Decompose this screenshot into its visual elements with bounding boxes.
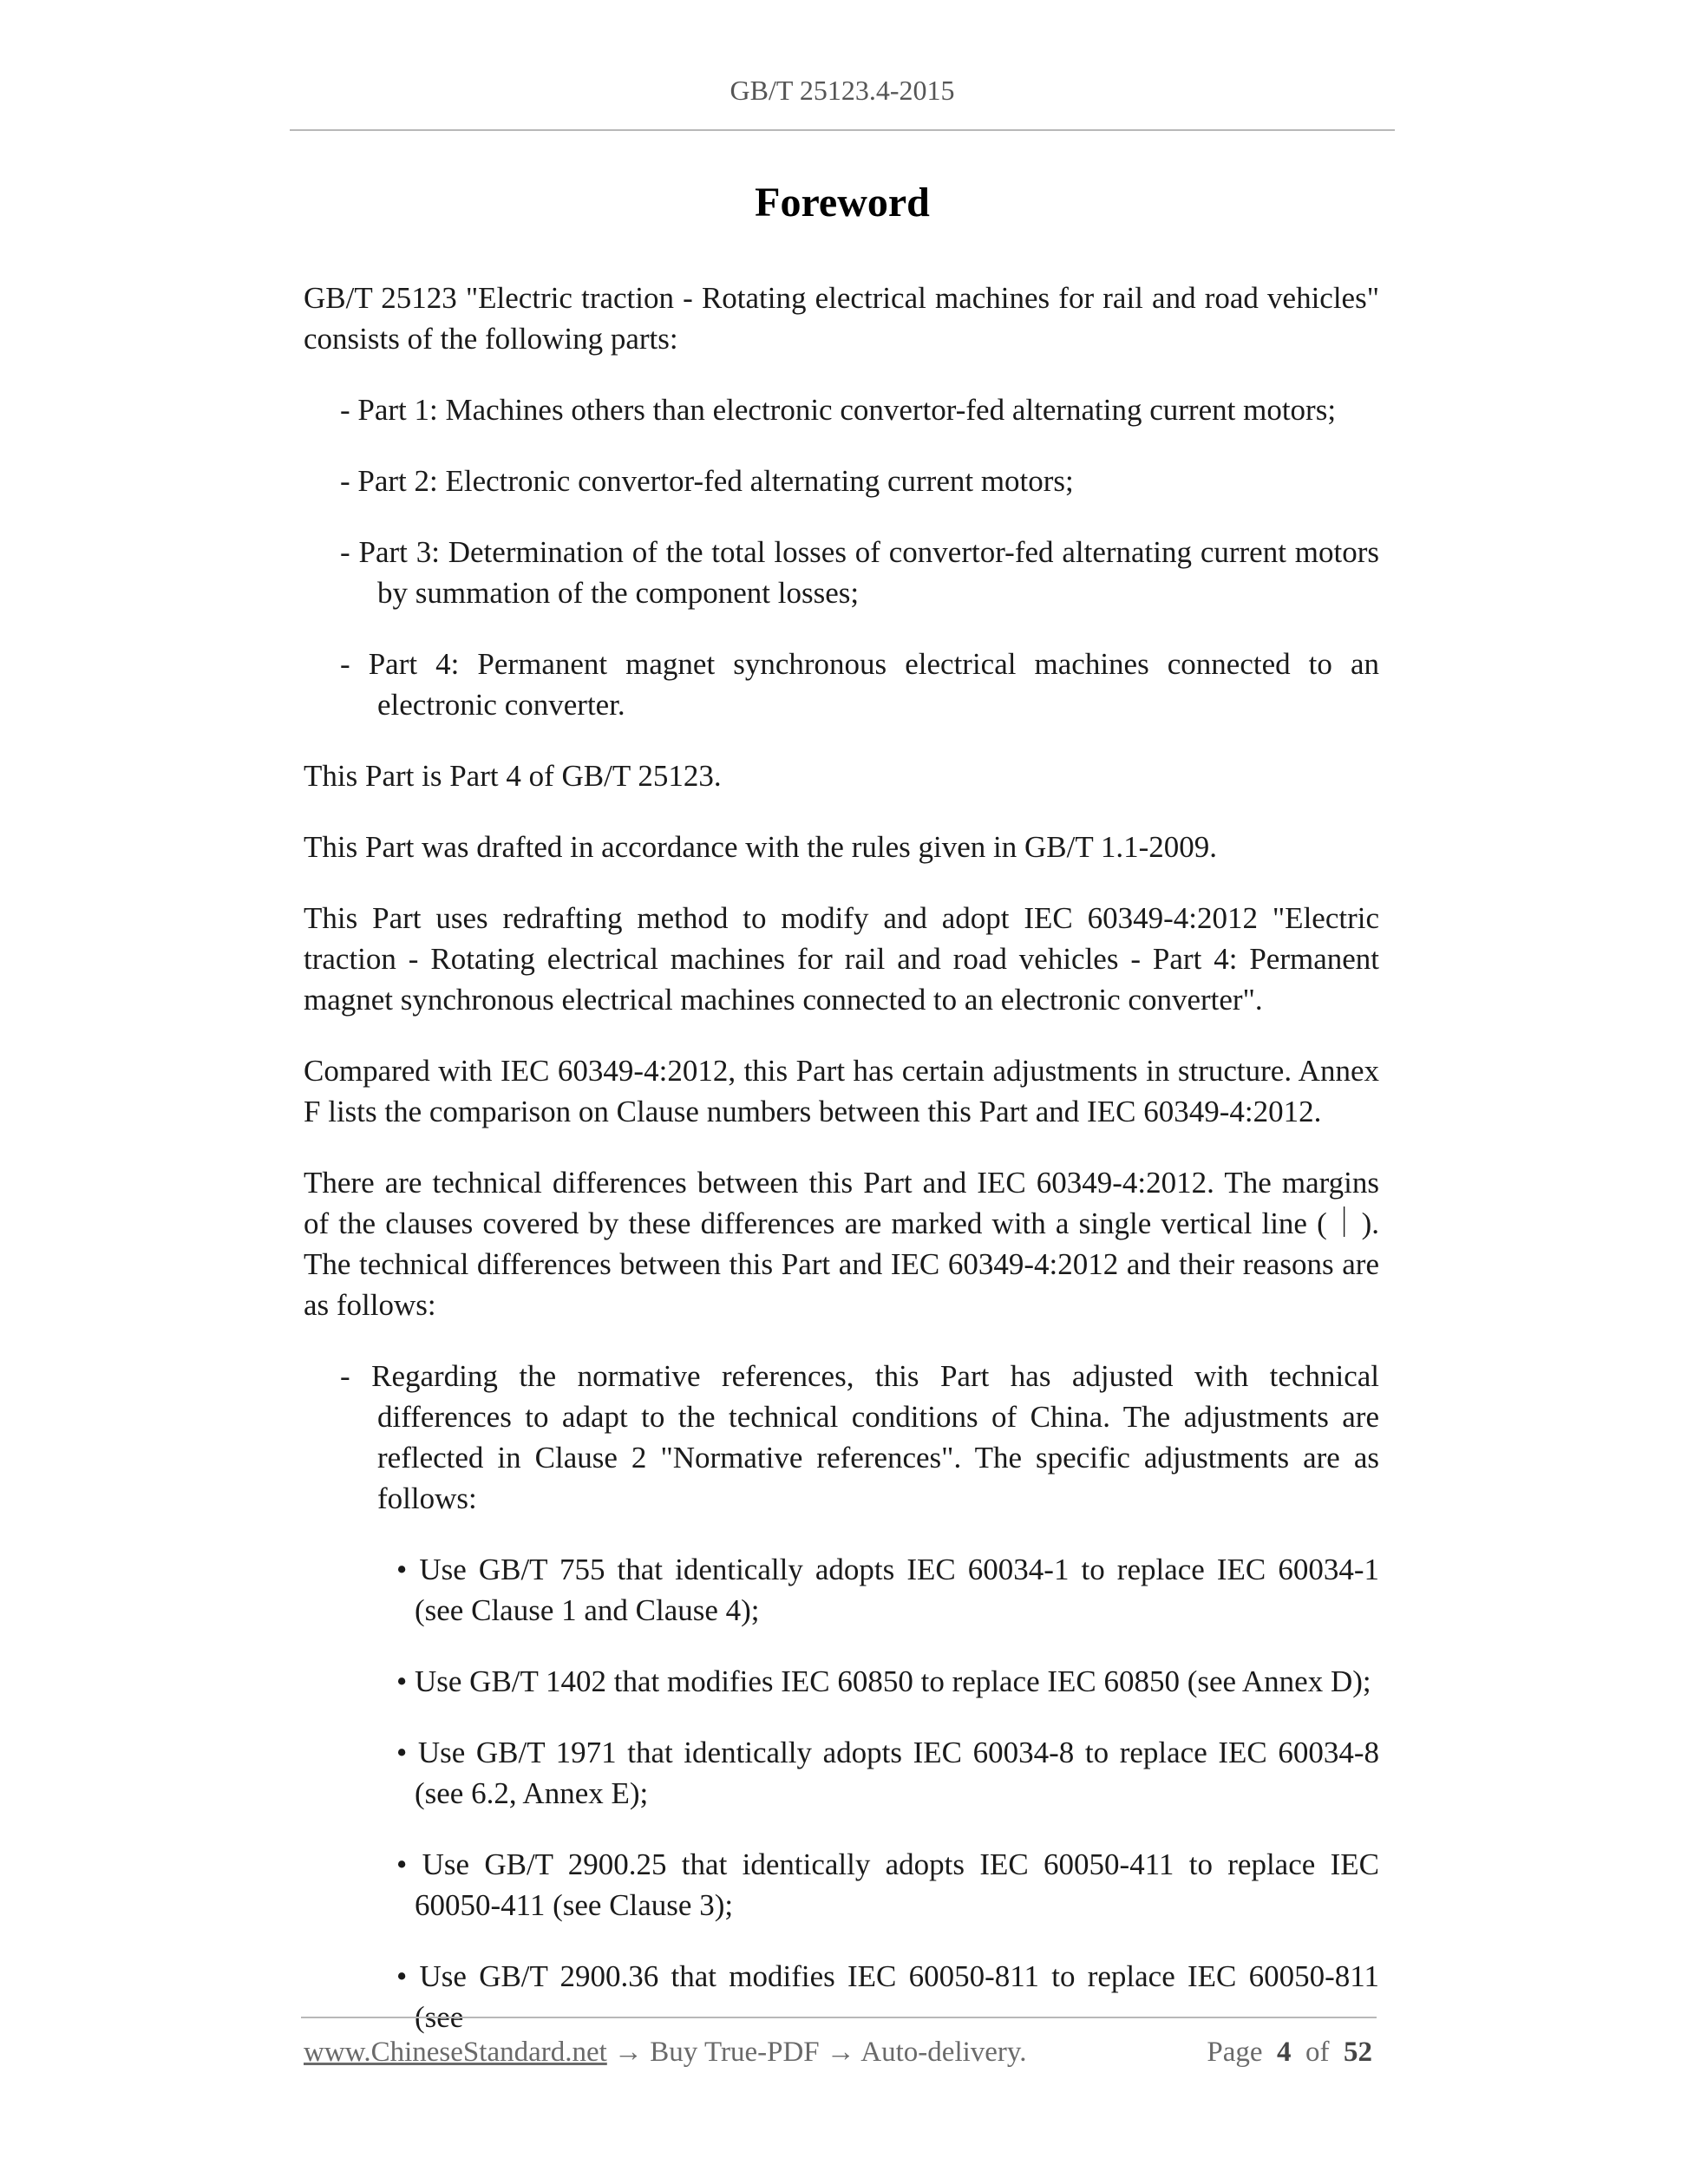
differences-paragraph: There are technical differences between this Part and IEC 60349-4:2012. The margins of the clauses covered by these differences are marked with a single vertical line (｜). The technical differences between this Part and IEC 60349-4:2012 and their reasons are as follows: [304,1166,1379,1322]
intro-paragraph: GB/T 25123 "Electric traction - Rotating electrical machines for rail and road vehicles" consists of the following parts: [304,281,1379,356]
drafted-paragraph: This Part was drafted in accordance with the rules given in GB/T 1.1-2009. [304,830,1217,864]
document-body [304,278,1379,2037]
list-item: - Part 3: Determination of the total losses of convertor-fed alternating current motors by summation of the component losses; [340,535,1379,610]
list-item: - Part 2: Electronic convertor-fed alternating current motors; [340,464,1074,498]
compared-paragraph: Compared with IEC 60349-4:2012, this Part has certain adjustments in structure. Annex F lists the comparison on Clause numbers between this Part and IEC 60349-4:2012. [304,1054,1379,1128]
page-header: GB/T 25123.4-2015 [730,75,955,106]
part-paragraph: This Part is Part 4 of GB/T 25123. [304,759,722,793]
header-divider [290,129,1395,131]
site-link[interactable]: www.ChineseStandard.net [304,2037,607,2068]
list-item: - Part 1: Machines others than electronic convertor-fed alternating current motors; [340,393,1337,427]
page-label: Page [1207,2037,1263,2068]
list-item: - Part 4: Permanent magnet synchronous electrical machines connected to an electronic converter. [340,647,1379,722]
footer-left [304,2037,1027,2069]
bullet-item: • Use GB/T 2900.25 that identically adopts IEC 60050-411 to replace IEC 60050-411 (see Clause 3); [396,1847,1379,1922]
bullet-item: • Use GB/T 1402 that modifies IEC 60850 to replace IEC 60850 (see Annex D); [396,1664,1371,1698]
bullet-item: • Use GB/T 2900.36 that modifies IEC 60050-811 to replace IEC 60050-811 (see [396,1959,1379,2034]
page-footer [304,2037,1372,2069]
bullet-item: • Use GB/T 755 that identically adopts IEC 60034-1 to replace IEC 60034-1 (see Clause 1 and Clause 4); [396,1553,1379,1627]
redrafting-paragraph: This Part uses redrafting method to modify and adopt IEC 60349-4:2012 "Electric traction - Rotating electrical machines for rail and road vehicles - Part 4: Permanent magnet synchronous electrical machines connected to an electronic converter". [304,901,1379,1017]
page-of-label: of [1305,2037,1330,2068]
page-number [1207,2037,1372,2069]
footer-tagline: → Buy True-PDF → Auto-delivery. [606,2037,1027,2068]
page-current: 4 [1277,2037,1292,2068]
footer-divider [301,2017,1377,2018]
page-total: 52 [1344,2037,1372,2068]
list-item: - Regarding the normative references, this Part has adjusted with technical differences to adapt to the technical conditions of China. The adjustments are reflected in Clause 2 "Normative references". The specific adjustments are as follows: [340,1359,1379,1515]
page-title: Foreword [755,180,930,226]
bullet-item: • Use GB/T 1971 that identically adopts IEC 60034-8 to replace IEC 60034-8 (see 6.2, Annex E); [396,1736,1379,1810]
